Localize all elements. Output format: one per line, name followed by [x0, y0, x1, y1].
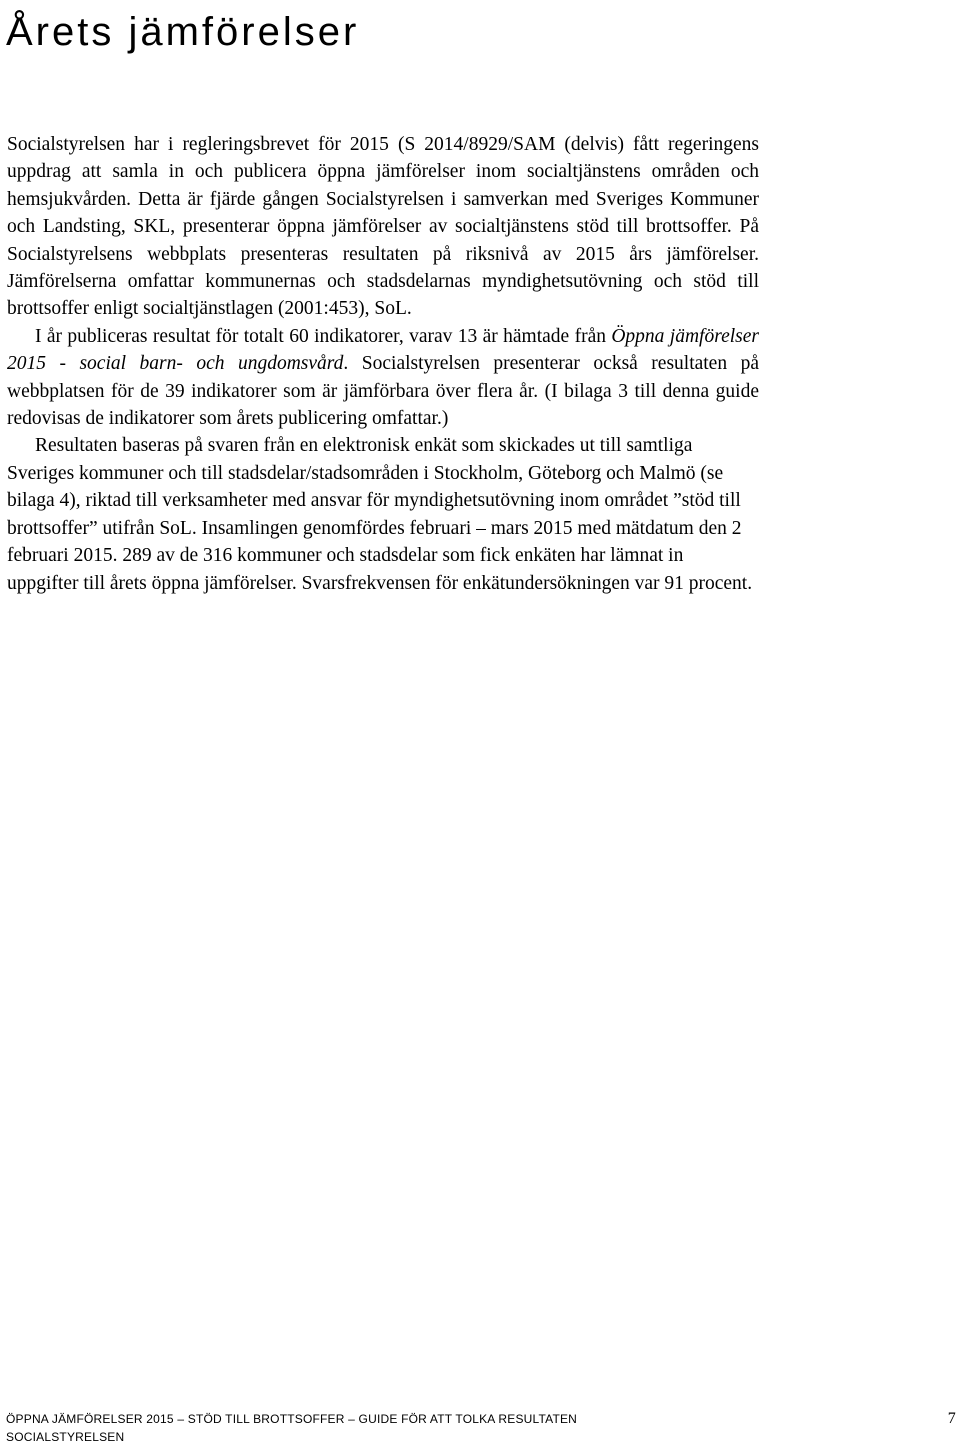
paragraph-1: Socialstyrelsen har i regleringsbrevet för 2015 (S 2014/8929/SAM (delvis) fått regeringens uppdrag att samla in och publicera öppna jämförelser inom socialtjänstens områden och hemsjukvården. Detta är fjärde gången Socialstyrelsen i samverkan med Sveriges Kommuner och Landsting, SKL, presenterar öppna jämförelser av socialtjänstens stöd till brottsoffer. På Socialstyrelsens webbplats presenteras resultaten på riksnivå av 2015 års jämförelser. Jämförelserna omfattar kommunernas och stadsdelarnas myndighetsutövning och stöd till brottsoffer enligt socialtjänstlagen (2001:453), SoL. [7, 134, 759, 320]
paragraph-2 [7, 323, 759, 433]
footer-title: ÖPPNA JÄMFÖRELSER 2015 – STÖD TILL BROTTSOFFER – GUIDE FÖR ATT TOLKA RESULTATEN [6, 1412, 578, 1426]
footer-publisher: SOCIALSTYRELSEN [6, 1430, 125, 1444]
paragraph-2-text-b: . Socialstyrelsen presenterar också resultaten på webbplatsen för de 39 indikatorer som är jämförbara över flera år. (I bilaga 3 till denna guide redovisas de indikatorer som årets publicering omfattar.) [7, 353, 759, 430]
report-title-italic: Öppna jämförelser 2015 - social barn- och ungdomsvård [7, 325, 759, 375]
page-footer [6, 1410, 958, 1446]
paragraph-3: Resultaten baseras på svaren från en elektronisk enkät som skickades ut till samtliga Sveriges kommuner och till stadsdelar/stadsområden i Stockholm, Göteborg och Malmö (se bilaga 4), riktad till verksamheter med ansvar för myndighetsutövning inom området ”stöd till brottsoffer” utifrån SoL. Insamlingen genomfördes februari – mars 2015 med mätdatum den 2 februari 2015. 289 av de 316 kommuner och stadsdelar som fick enkäten har lämnat in uppgifter till årets öppna jämförelser. Svarsfrekvensen för enkätundersökningen var 91 procent. [7, 435, 753, 594]
page-number: 7 [947, 1410, 956, 1427]
body-text [7, 131, 759, 597]
paragraph-2-text-a: I år publiceras resultat för totalt 60 indikatorer, varav 13 är hämtade från [35, 325, 612, 347]
page-title: Årets jämförelser [6, 10, 360, 54]
